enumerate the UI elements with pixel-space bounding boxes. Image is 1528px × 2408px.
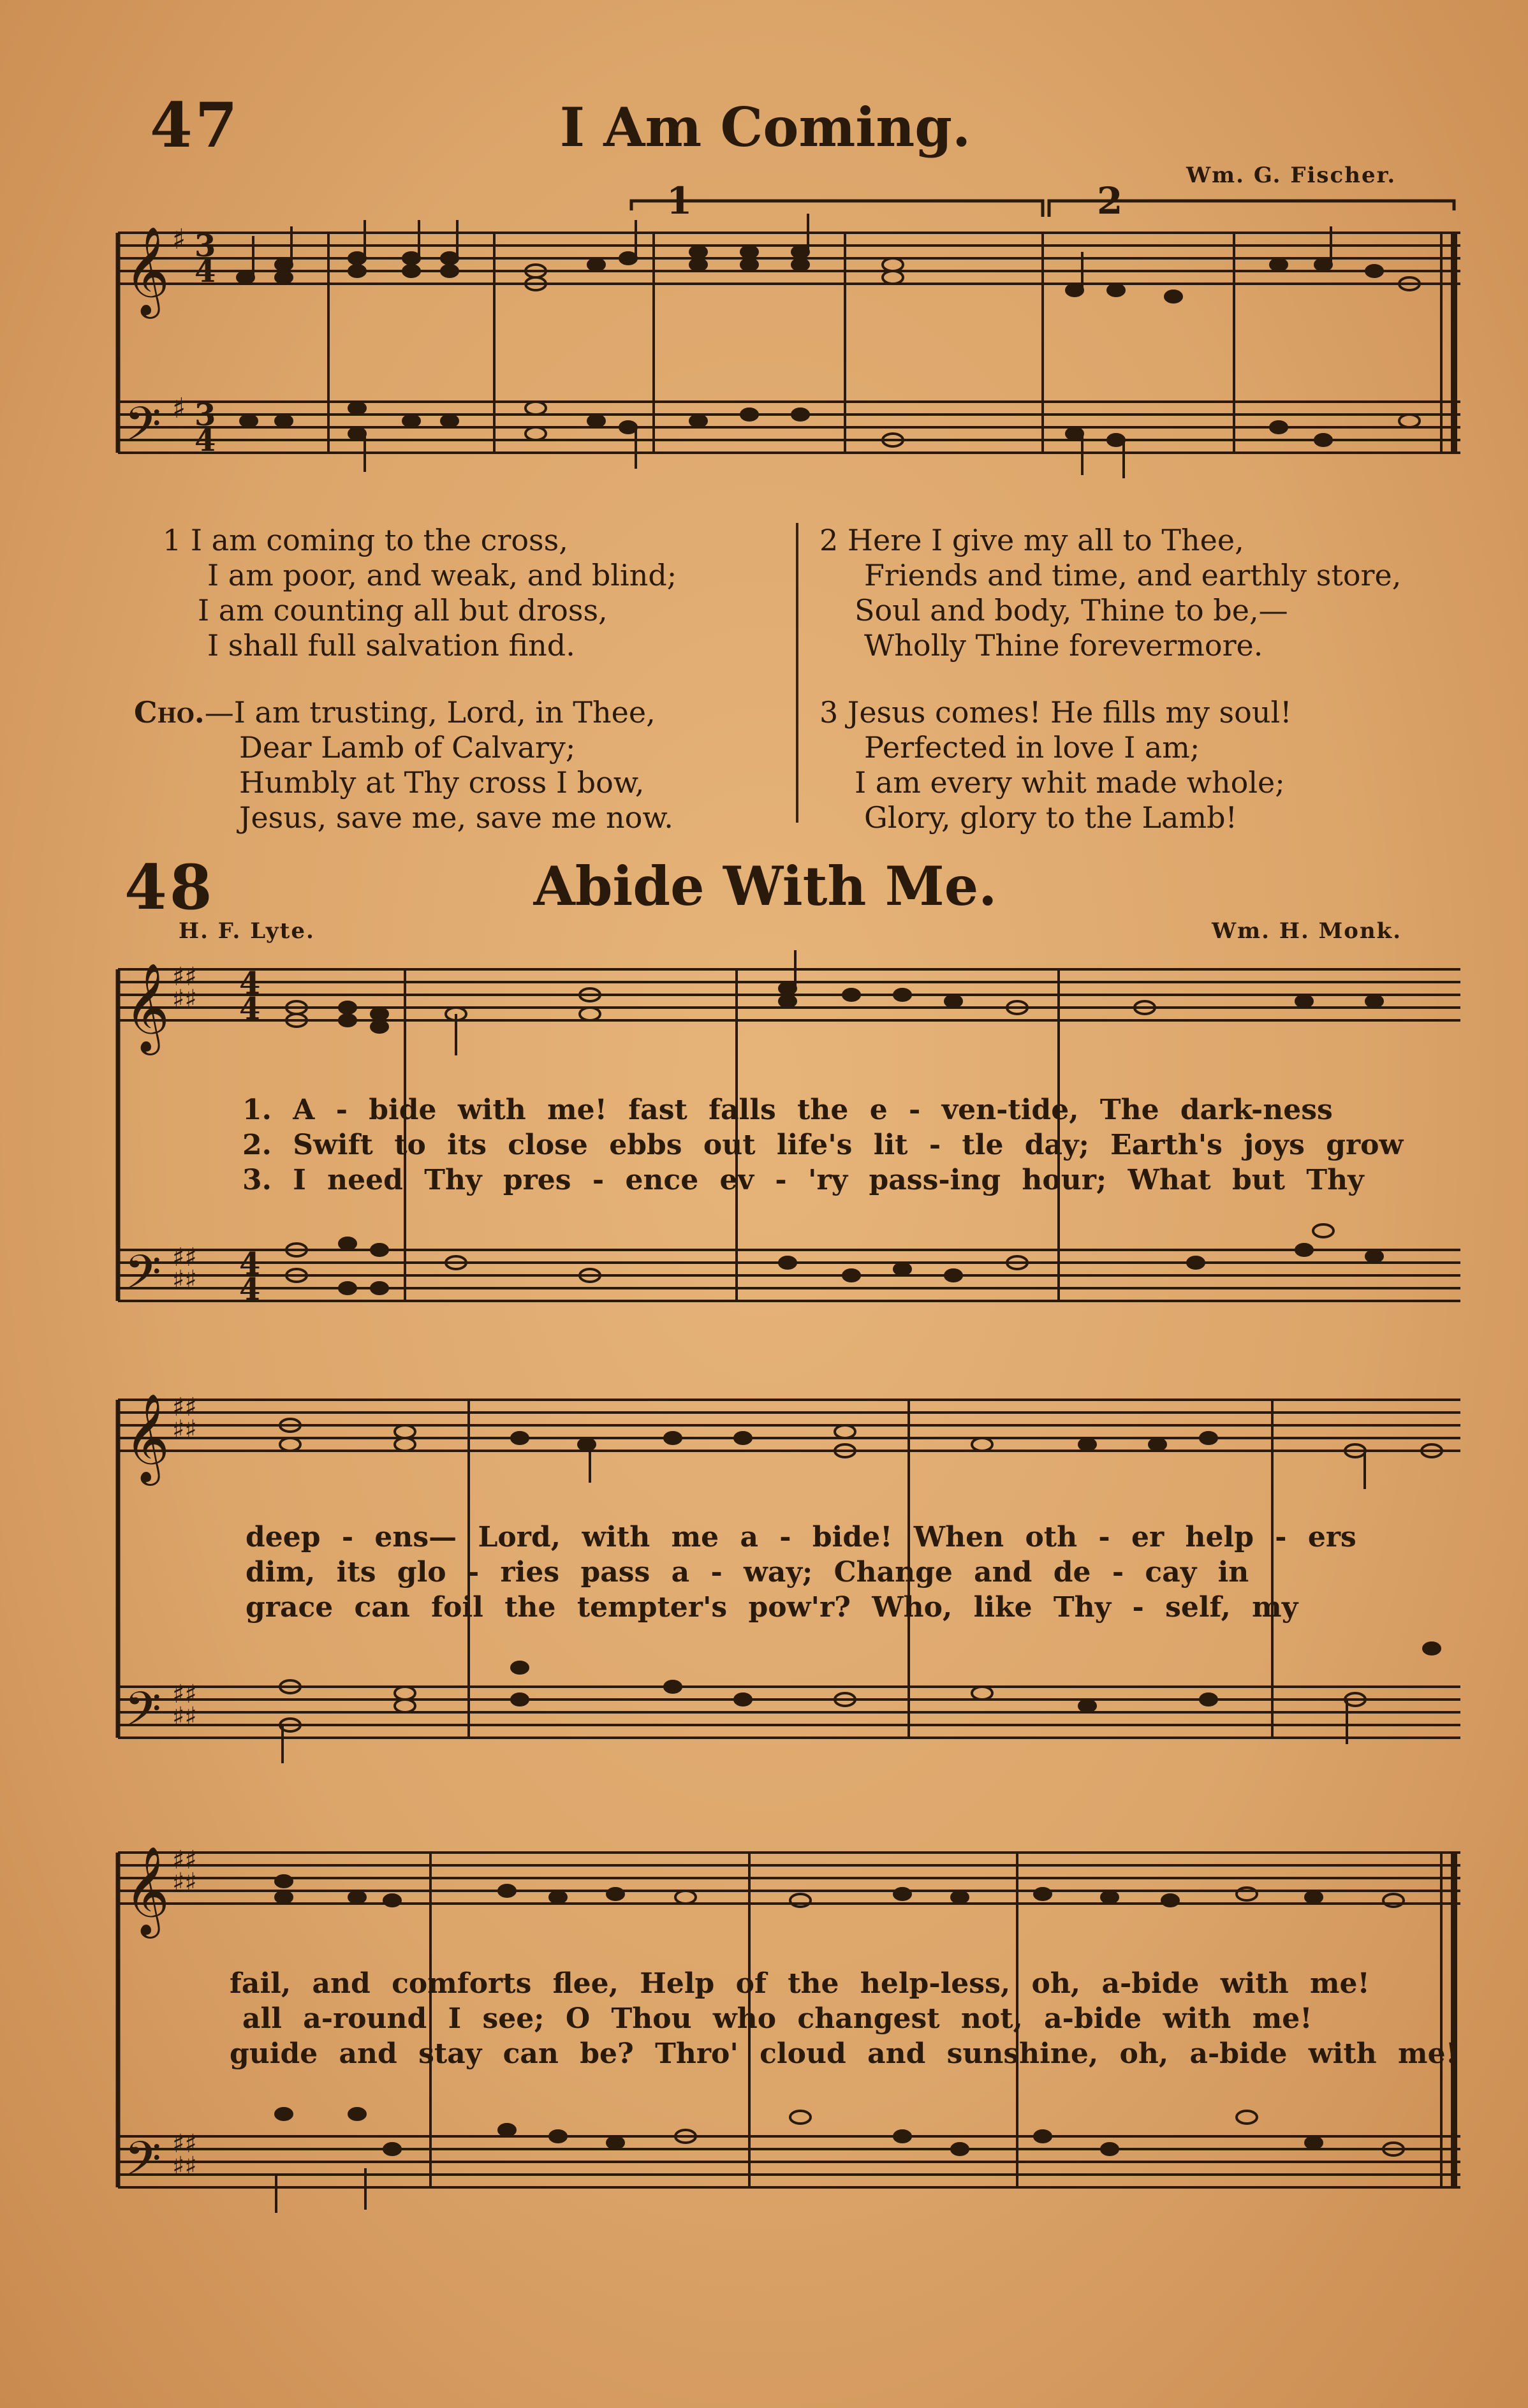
svg-text:♯: ♯	[172, 392, 186, 425]
svg-text:♯: ♯	[172, 223, 186, 256]
verse-line: 1 I am coming to the cross,	[163, 523, 568, 557]
svg-text:4: 4	[239, 965, 261, 1001]
hymn-47-music	[112, 185, 1467, 504]
verse-line: Humbly at Thy cross I bow,	[239, 765, 645, 800]
hymn-48-number: 48	[124, 851, 215, 923]
hymn-47-composer: Wm. G. Fischer.	[1186, 163, 1397, 188]
hymn-47-number: 47	[150, 89, 240, 161]
verse-line: 3 Jesus comes! He fills my soul!	[819, 695, 1292, 730]
lyric-line: all a-round I see; O Thou who changest not, a-bide with me!	[242, 2002, 1312, 2035]
svg-text:♯♯: ♯♯	[172, 1265, 197, 1295]
verse-line: —I am trusting, Lord, in Thee,	[204, 695, 656, 730]
verse-line: Glory, glory to the Lamb!	[864, 800, 1237, 835]
svg-text:♯♯: ♯♯	[172, 2152, 197, 2181]
svg-text:3: 3	[195, 397, 216, 433]
svg-text:4: 4	[239, 991, 261, 1027]
svg-text:𝄢: 𝄢	[124, 1245, 161, 1312]
lyric-line: dim, its glo - ries pass a - way; Change and de - cay in	[246, 1556, 1249, 1589]
hymn-47-title: I Am Coming.	[559, 96, 971, 159]
svg-text:𝄢: 𝄢	[124, 397, 161, 464]
svg-text:𝄢: 𝄢	[124, 1682, 161, 1749]
verse-line: Jesus, save me, save me now.	[239, 800, 673, 835]
verse-line: I am counting all but dross,	[198, 593, 608, 628]
svg-text:4: 4	[239, 1272, 261, 1307]
verse-line: Soul and body, Thine to be,—	[855, 593, 1288, 628]
svg-text:♯♯: ♯♯	[172, 2129, 197, 2159]
lyric-line: 2. Swift to its close ebbs out life's lit - tle day; Earth's joys grow	[242, 1129, 1404, 1161]
ending-2-label: 2	[1097, 185, 1123, 223]
svg-text:♯♯: ♯♯	[172, 1415, 197, 1444]
verse-line: 2 Here I give my all to Thee,	[819, 523, 1244, 557]
svg-text:♯♯: ♯♯	[172, 962, 197, 992]
hymn-48-author: H. F. Lyte.	[179, 918, 315, 944]
hymn-48-title: Abide With Me.	[533, 855, 997, 918]
verse-line: I am poor, and weak, and blind;	[207, 558, 677, 592]
svg-text:♯♯: ♯♯	[172, 1680, 197, 1709]
lyric-line: fail, and comforts flee, Help of the help-less, oh, a-bide with me!	[230, 1967, 1370, 2000]
column-divider	[796, 523, 798, 823]
lyric-line: 1. A - bide with me! fast falls the e - ven-tide, The dark-ness	[242, 1094, 1333, 1126]
svg-text:♯♯: ♯♯	[172, 1393, 197, 1422]
svg-text:♯♯: ♯♯	[172, 1702, 197, 1731]
svg-text:3: 3	[195, 228, 216, 264]
svg-text:𝄞: 𝄞	[124, 963, 170, 1052]
svg-text:𝄞: 𝄞	[124, 226, 170, 315]
svg-text:♯♯: ♯♯	[172, 1243, 197, 1272]
svg-text:𝄞: 𝄞	[124, 1393, 170, 1482]
hymn-47-verse-1	[163, 523, 788, 663]
verse-line: Perfected in love I am;	[864, 730, 1200, 765]
svg-text:♯♯: ♯♯	[172, 1868, 197, 1897]
hymn-47-verse-3	[819, 695, 1476, 835]
svg-text:4: 4	[195, 254, 216, 290]
verse-line: Wholly Thine forevermore.	[864, 628, 1263, 663]
lyric-line: grace can foil the tempter's pow'r? Who, like Thy - self, my	[246, 1591, 1298, 1624]
svg-text:4: 4	[239, 1246, 261, 1282]
verse-line: I am every whit made whole;	[855, 765, 1285, 800]
ending-1-label: 1	[666, 185, 693, 223]
hymn-48-composer: Wm. H. Monk.	[1212, 918, 1402, 944]
chorus-label: Cho.	[134, 695, 205, 730]
svg-text:♯♯: ♯♯	[172, 1846, 197, 1875]
hymn-47-verse-2	[819, 523, 1476, 663]
lyric-line: deep - ens— Lord, with me a - bide! When oth - er help - ers	[246, 1521, 1356, 1553]
svg-text:♯♯: ♯♯	[172, 985, 197, 1014]
svg-text:4: 4	[195, 423, 216, 459]
lyric-line: guide and stay can be? Thro' cloud and sunshine, oh, a-bide with me!	[230, 2037, 1458, 2070]
verse-line: I shall full salvation find.	[207, 628, 575, 663]
hymn-47-chorus	[134, 695, 791, 835]
lyric-line: 3. I need Thy pres - ence ev - 'ry pass-ing hour; What but Thy	[242, 1164, 1364, 1196]
svg-text:𝄞: 𝄞	[124, 1846, 170, 1935]
verse-line: Friends and time, and earthly store,	[864, 558, 1402, 592]
svg-text:𝄢: 𝄢	[124, 2131, 161, 2198]
verse-line: Dear Lamb of Calvary;	[239, 730, 576, 765]
